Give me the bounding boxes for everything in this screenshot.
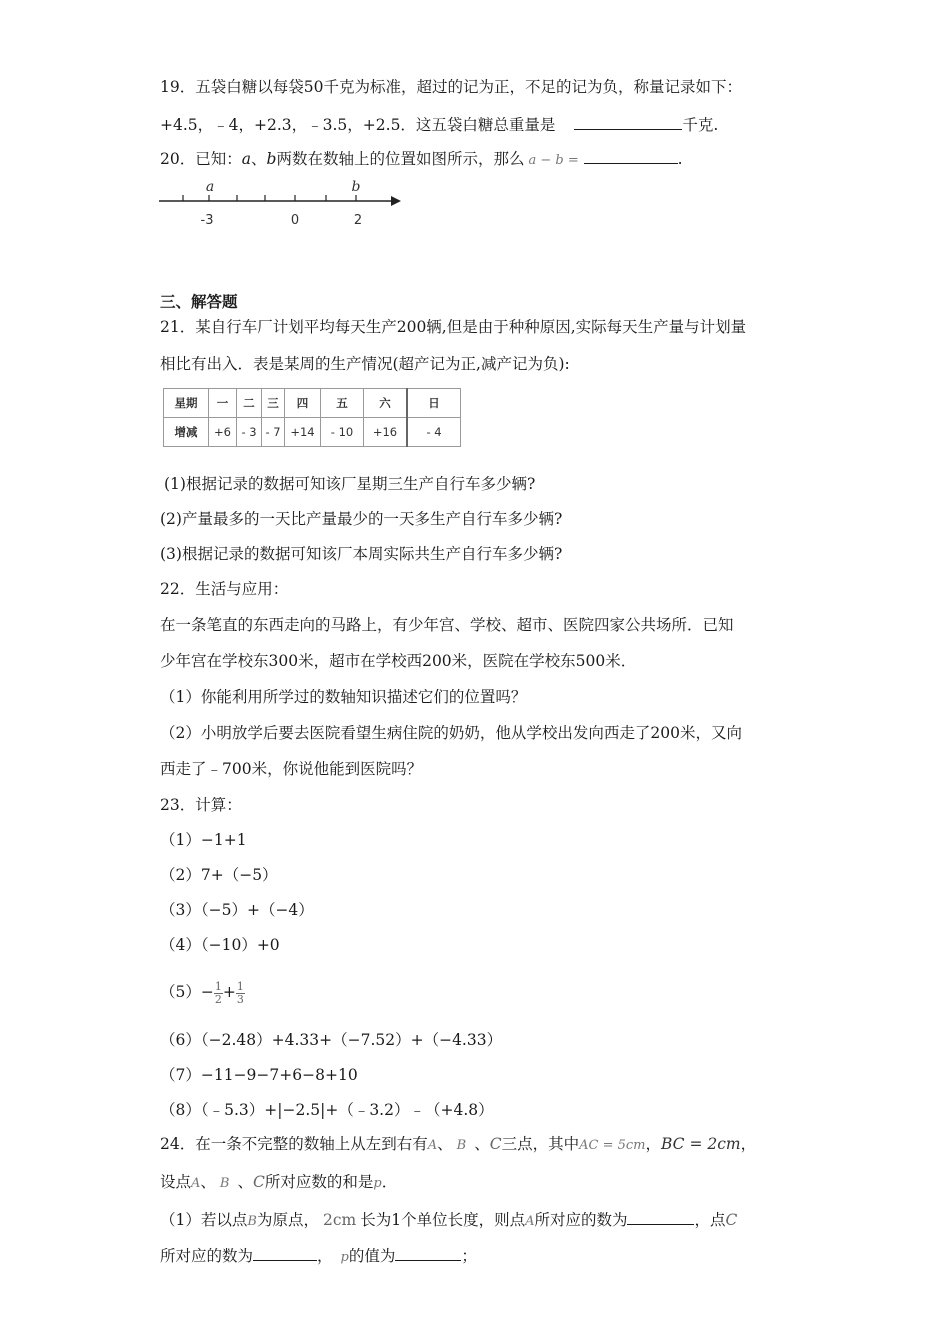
axis-tick-label-0: 0 bbox=[290, 213, 300, 228]
table-header-cell: 六 bbox=[364, 389, 408, 418]
table-header-cell: 星期 bbox=[164, 389, 209, 418]
q24-sub1-cont bbox=[160, 1244, 477, 1269]
table-header-cell: 二 bbox=[237, 389, 262, 418]
q24-text: 所对应的数为 bbox=[534, 1211, 628, 1229]
fraction-denominator: 2 bbox=[214, 992, 222, 1006]
point-b-label: B bbox=[219, 1176, 230, 1191]
fraction-one-third bbox=[236, 981, 245, 1006]
q23-item-7: （7）−11−9−7+6−8+10 bbox=[160, 1066, 358, 1084]
table-header-cell: 三 bbox=[262, 389, 285, 418]
table-cell: - 4 bbox=[407, 418, 461, 447]
fraction-numerator: 1 bbox=[236, 979, 244, 993]
bc-length: BC = 2cm bbox=[661, 1135, 741, 1153]
section-title: 三、解答题 bbox=[160, 292, 238, 311]
point-c-label: C bbox=[725, 1211, 738, 1229]
axis-tick-label-2: 2 bbox=[353, 213, 363, 228]
q24-text: ，点 bbox=[694, 1211, 726, 1229]
unit-length: 2cm bbox=[322, 1211, 357, 1229]
q20-answer-blank[interactable] bbox=[584, 147, 678, 164]
q24-text: ； bbox=[461, 1247, 477, 1265]
q20-suffix: . bbox=[677, 150, 683, 168]
axis-label-a: a bbox=[205, 179, 215, 195]
q23-item-5-plus: + bbox=[222, 983, 236, 1001]
q21-sub2: (2)产量最多的一天比产量最少的一天多生产自行车多少辆? bbox=[160, 510, 563, 528]
point-c-label: C bbox=[489, 1135, 502, 1153]
point-a-label: A bbox=[191, 1176, 201, 1191]
q24-text: （1）若以点 bbox=[160, 1211, 248, 1229]
q21-line2: 相比有出入．表是某周的生产情况(超产记为正,减产记为负): bbox=[160, 355, 570, 373]
point-c-label: C bbox=[253, 1173, 265, 1191]
q24-sub1 bbox=[160, 1208, 737, 1233]
production-table bbox=[163, 388, 461, 447]
q23-item-6: （6）（−2.48）+4.33+（−7.52）+（−4.33） bbox=[160, 1031, 503, 1049]
q23-item-1: （1）−1+1 bbox=[160, 831, 247, 849]
q23-item-4: （4）（−10）+0 bbox=[160, 936, 280, 954]
point-b-label: B bbox=[247, 1214, 257, 1229]
q24-text: ， bbox=[740, 1135, 757, 1153]
fraction-one-half bbox=[214, 981, 223, 1006]
q24-text: 、 bbox=[474, 1135, 490, 1153]
table-row bbox=[164, 418, 461, 447]
q20-line bbox=[160, 147, 683, 172]
q21-sub1: (1)根据记录的数据可知该厂星期三生产自行车多少辆? bbox=[164, 475, 536, 493]
q24-text: 设点 bbox=[160, 1173, 192, 1191]
q22-line1: 在一条笔直的东西走向的马路上，有少年宫、学校、超市、医院四家公共场所．已知 bbox=[160, 616, 734, 634]
table-cell: +6 bbox=[209, 418, 237, 447]
q24-text: 24．在一条不完整的数轴上从左到右有 bbox=[160, 1135, 428, 1153]
q24-text: ． bbox=[381, 1173, 398, 1191]
q24-text: 的值为 bbox=[348, 1247, 396, 1265]
q23-item-8: （8）（﹣5.3）+|−2.5|+（﹣3.2）﹣（+4.8） bbox=[160, 1101, 494, 1119]
point-a-label: A bbox=[525, 1214, 535, 1229]
q24-line2 bbox=[160, 1171, 397, 1195]
q24-text: ， bbox=[645, 1135, 661, 1153]
table-row bbox=[164, 389, 461, 418]
q24-text: 所对应的数为 bbox=[160, 1247, 254, 1265]
table-row-label: 增减 bbox=[164, 418, 209, 447]
fraction-numerator: 1 bbox=[214, 979, 222, 993]
q24-text: 、 bbox=[237, 1173, 253, 1191]
q24-line1 bbox=[160, 1133, 756, 1157]
table-cell: - 7 bbox=[262, 418, 285, 447]
q23-item-5-prefix: （5）− bbox=[160, 983, 214, 1001]
q20-mid1: 、 bbox=[250, 150, 267, 168]
q22-sub2-line2: 西走了﹣700米，你说他能到医院吗？ bbox=[160, 760, 423, 778]
q22-sub1: （1）你能利用所学过的数轴知识描述它们的位置吗？ bbox=[160, 688, 527, 706]
q24-answer-blank-a[interactable] bbox=[627, 1208, 694, 1225]
q19-answer-blank[interactable] bbox=[574, 113, 682, 130]
q23-title: 23．计算： bbox=[160, 796, 242, 814]
q24-text: 三点，其中 bbox=[501, 1135, 580, 1153]
q23-item-3: （3）（−5）+（−4） bbox=[160, 901, 314, 919]
q21-sub3: (3)根据记录的数据可知该厂本周实际共生产自行车多少辆? bbox=[160, 545, 563, 563]
fraction-denominator: 3 bbox=[236, 992, 244, 1006]
table-cell: +16 bbox=[364, 418, 408, 447]
q19-line2 bbox=[160, 113, 718, 136]
q19-line1: 19．五袋白糖以每袋50千克为标准，超过的记为正，不足的记为负，称量记录如下： bbox=[160, 78, 742, 96]
axis-tick-label-neg3: -3 bbox=[200, 213, 214, 228]
point-b-label: B bbox=[456, 1138, 467, 1153]
table-cell: - 10 bbox=[321, 418, 364, 447]
q20-var-b: b bbox=[266, 150, 277, 168]
q22-line2: 少年宫在学校东300米，超市在学校西200米，医院在学校东500米． bbox=[160, 652, 637, 670]
table-cell: +14 bbox=[285, 418, 321, 447]
number-line-figure bbox=[155, 175, 415, 235]
q20-mid2: 两数在数轴上的位置如图所示，那么 bbox=[276, 150, 525, 168]
q24-answer-blank-c[interactable] bbox=[253, 1244, 317, 1261]
q20-prefix: 20．已知： bbox=[160, 150, 242, 168]
q24-text: 所对应数的和是 bbox=[264, 1173, 374, 1191]
q20-var-a: a bbox=[241, 150, 251, 168]
table-header-cell: 日 bbox=[407, 389, 461, 418]
q24-text: 、 bbox=[437, 1135, 453, 1153]
q23-item-5 bbox=[160, 978, 245, 1006]
q24-answer-blank-p[interactable] bbox=[395, 1244, 461, 1261]
axis-label-b: b bbox=[351, 179, 361, 195]
q24-text: 为原点， bbox=[256, 1211, 319, 1229]
q20-expression: a − b = bbox=[528, 153, 579, 168]
q21-line1: 21．某自行车厂计划平均每天生产200辆,但是由于种种原因,实际每天生产量与计划量 bbox=[160, 318, 747, 336]
axis-arrow bbox=[391, 196, 401, 206]
q22-title: 22．生活与应用： bbox=[160, 580, 289, 598]
q19-line2-prefix: +4.5，﹣4，+2.3，﹣3.5，+2.5．这五袋白糖总重量是 bbox=[160, 116, 556, 134]
ac-length: AC = 5cm bbox=[579, 1138, 646, 1153]
p-variable: p bbox=[340, 1250, 349, 1265]
table-header-cell: 四 bbox=[285, 389, 321, 418]
q24-text: ， bbox=[317, 1247, 333, 1265]
table-header-cell: 五 bbox=[321, 389, 364, 418]
table-cell: - 3 bbox=[237, 418, 262, 447]
q24-text: 长为1个单位长度，则点 bbox=[360, 1211, 526, 1229]
q22-sub2-line1: （2）小明放学后要去医院看望生病住院的奶奶，他从学校出发向西走了200米，又向 bbox=[160, 724, 742, 742]
q23-item-2: （2）7+（−5） bbox=[160, 866, 278, 884]
point-a-label: A bbox=[427, 1138, 438, 1153]
p-variable: p bbox=[373, 1176, 382, 1191]
q19-line2-suffix: 千克. bbox=[682, 116, 719, 134]
table-header-cell: 一 bbox=[209, 389, 237, 418]
q24-text: 、 bbox=[200, 1173, 216, 1191]
